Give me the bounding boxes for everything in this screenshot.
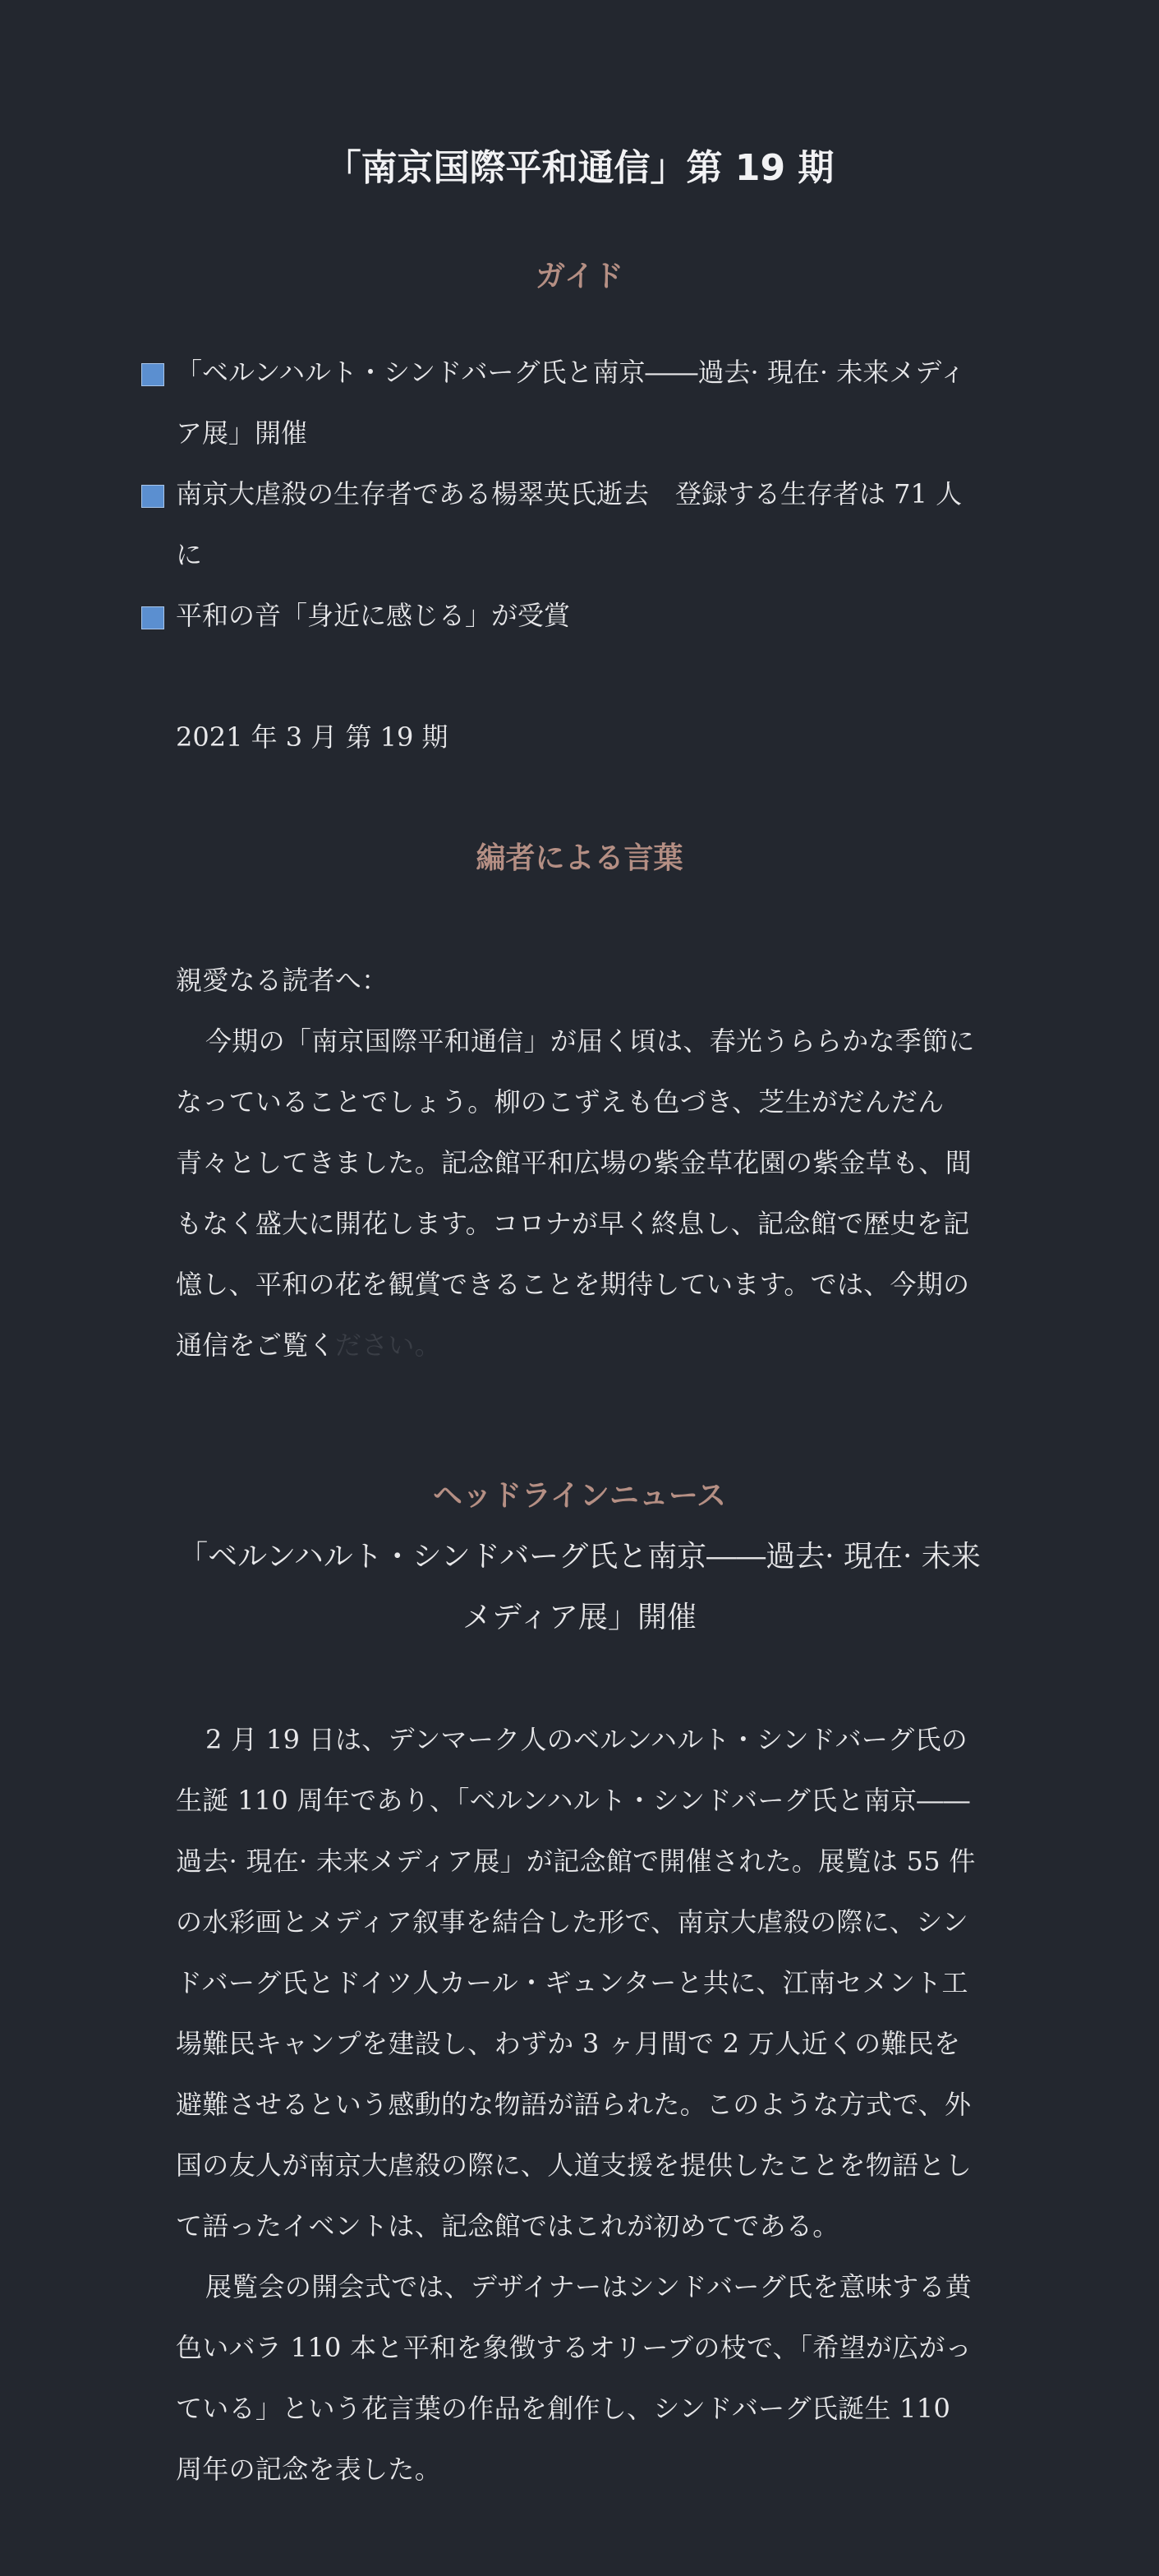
editor-body-faded-text: ださい。 — [334, 1329, 442, 1361]
guide-list — [0, 342, 986, 646]
guide-item[interactable] — [141, 585, 986, 646]
page-title: 「南京国際平和通信」第 19 期 — [324, 147, 835, 189]
editor-salutation: 親愛なる読者へ： — [176, 965, 389, 996]
guide-item[interactable] — [141, 463, 986, 585]
article-paragraph: 展覧会の開会式では、デザイナーはシンドバーグ氏を意味する黄色いバラ 110 本と平和を象徴するオリーブの枝で、「希望が広がっている」という花言葉の作品を創作し、シンドバーグ氏誕生 110 周年の記念を表した。 — [176, 2271, 973, 2485]
square-bullet-icon — [141, 485, 164, 508]
editor-heading: 編者による言葉 — [476, 841, 683, 875]
headline-heading: ヘッドラインニュース — [432, 1479, 727, 1513]
guide-item-text: 平和の音「身近に感じる」が受賞 — [176, 600, 571, 631]
guide-heading: ガイド — [536, 260, 623, 293]
headline-subtitle: 「ベルンハルト・シンドバーグ氏と南京――過去· 現在· 未来メディア展」開催 — [178, 1540, 981, 1634]
guide-item[interactable] — [141, 342, 986, 463]
square-bullet-icon — [141, 363, 164, 386]
square-bullet-icon — [141, 606, 164, 629]
guide-item-text: 「ベルンハルト・シンドバーグ氏と南京――過去· 現在· 未来メディア展」開催 — [176, 357, 966, 449]
article-paragraph: 2 月 19 日は、デンマーク人のベルンハルト・シンドバーグ氏の生誕 110 周年であり、「ベルンハルト・シンドバーグ氏と南京――過去· 現在· 未来メディア展」が記念館で開催された。展覧は 55 件の水彩画とメディア叙事を結合した形で、南京大虐殺の際に、シンドバーグ氏とドイツ人カール・ギュンターと共に、江南セメント工場難民キャンプを建設し、わずか 3 ヶ月間で 2 万人近くの難民を避難させるという感動的な物語が語られた。このような方式で、外国の友人が南京大虐殺の際に、人道支援を提供したことを物語として語ったイベントは、記念館ではこれが初めてである。 — [176, 1724, 976, 2242]
editor-message — [176, 1011, 983, 1376]
headline-article — [176, 1709, 983, 2500]
issue-date: 2021 年 3 月 第 19 期 — [176, 721, 448, 753]
guide-item-text: 南京大虐殺の生存者である楊翠英氏逝去 登録する生存者は 71 人に — [176, 478, 963, 570]
editor-paragraph — [176, 1011, 983, 1376]
editor-body-text: 今期の「南京国際平和通信」が届く頃は、春光うららかな季節になっていることでしょう。柳のこずえも色づき、芝生がだんだん青々としてきました。記念館平和広場の紫金草花園の紫金草も、間もなく盛大に開花します。コロナが早く終息し、記念館で歴史を記憶し、平和の花を観賞できることを期待しています。では、今期の通信をご覧く — [176, 1025, 975, 1361]
